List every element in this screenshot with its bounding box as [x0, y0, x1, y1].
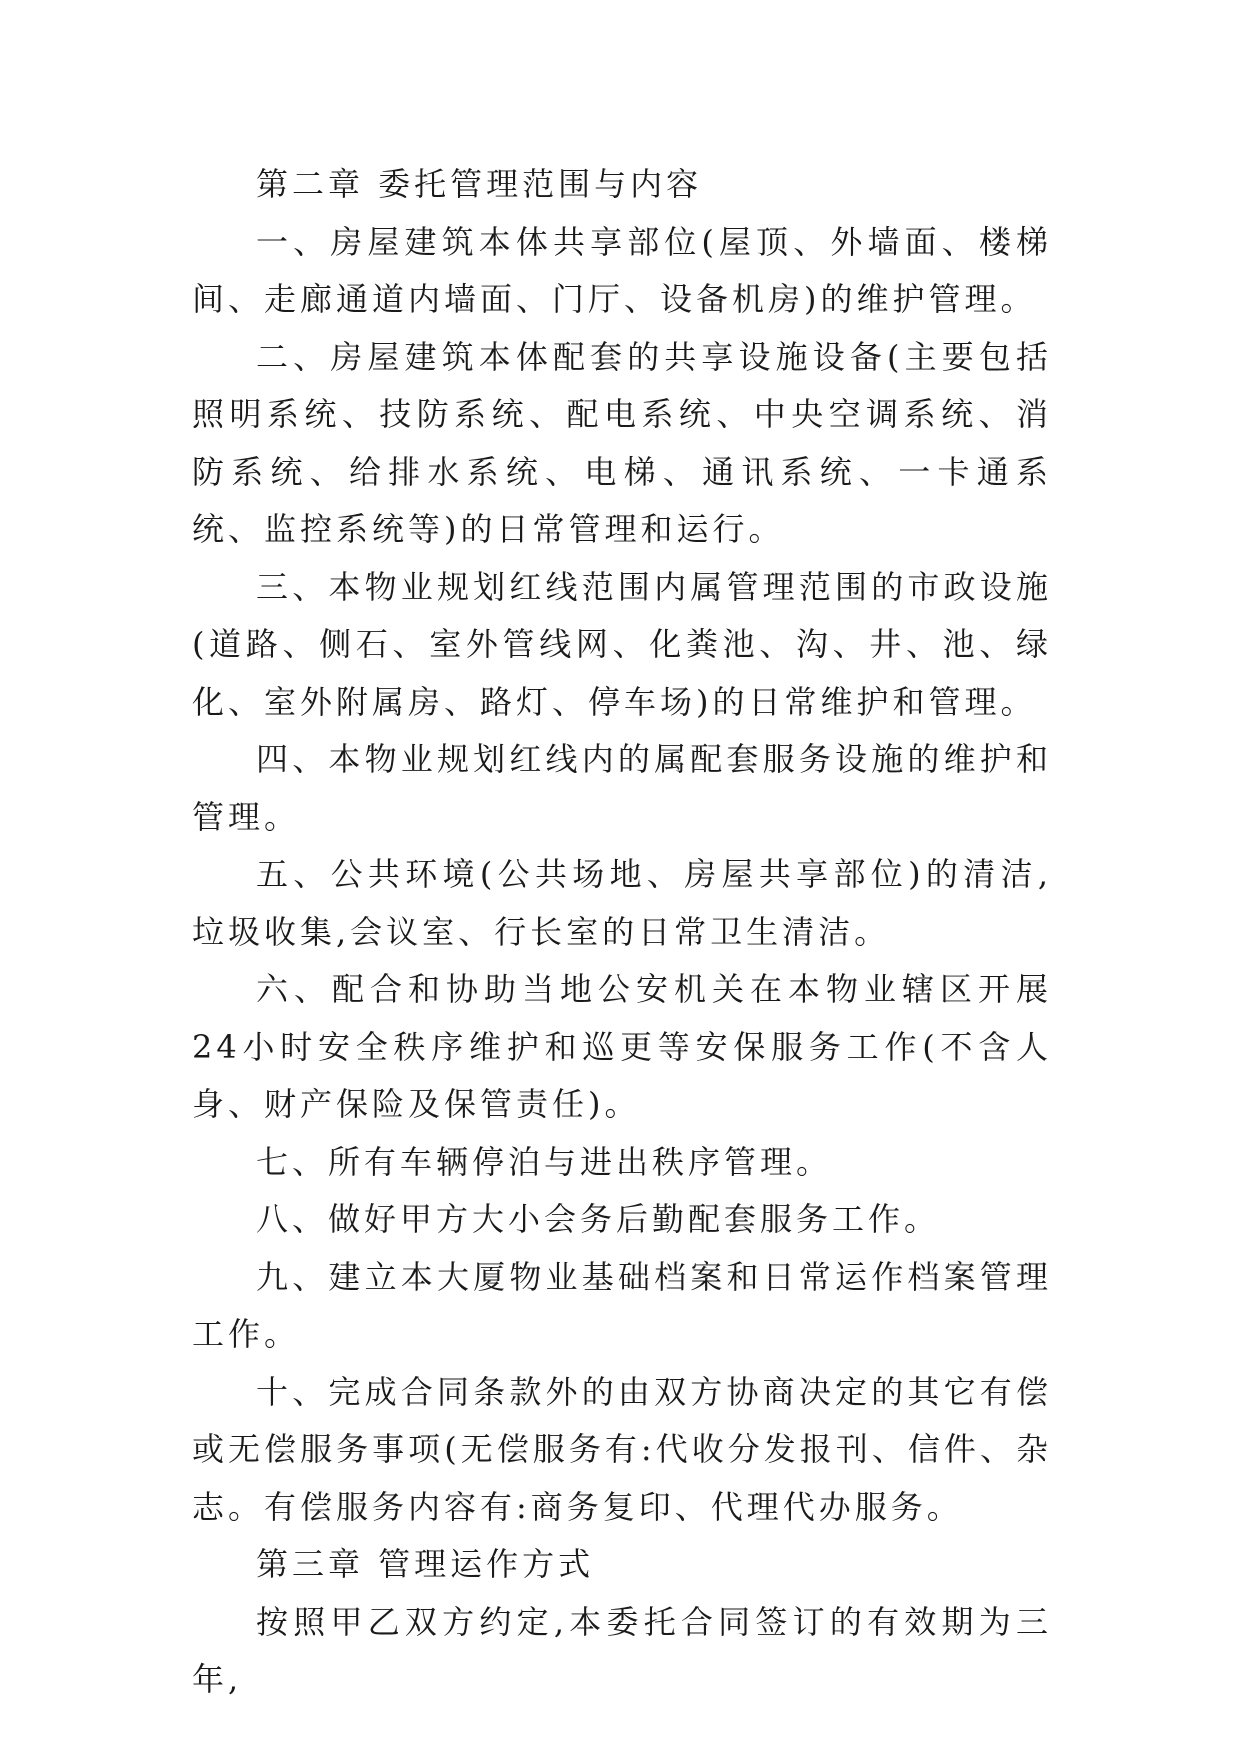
paragraph-9: 九、建立本大厦物业基础档案和日常运作档案管理工作。: [192, 1257, 1052, 1353]
paragraph-8: 八、做好甲方大小会务后勤配套服务工作。: [256, 1200, 941, 1238]
final-paragraph: 按照甲乙双方约定,本委托合同签订的有效期为三年,: [192, 1602, 1052, 1698]
paragraph-4: 四、本物业规划红线内的属配套服务设施的维护和管理。: [192, 740, 1052, 836]
paragraph-10: 十、完成合同条款外的由双方协商决定的其它有偿或无偿服务事项(无偿服务有:代收分发报刊、信件、杂志。有偿服务内容有:商务复印、代理代办服务。: [192, 1372, 1052, 1526]
chapter-3-heading: 第三章 管理运作方式: [256, 1545, 595, 1583]
paragraph-2: 二、房屋建筑本体配套的共享设施设备(主要包括照明系统、技防系统、配电系统、中央空调系统、消防系统、给排水系统、电梯、通讯系统、一卡通系统、监控系统等)的日常管理和运行。: [192, 337, 1052, 548]
paragraph-7: 七、所有车辆停泊与进出秩序管理。: [256, 1142, 833, 1181]
paragraph-1: 一、房屋建筑本体共享部位(屋顶、外墙面、楼梯间、走廊通道内墙面、门厅、设备机房)的维护管理。: [192, 222, 1052, 318]
paragraph-3: 三、本物业规划红线范围内属管理范围的市政设施(道路、侧石、室外管线网、化粪池、沟、井、池、绿化、室外附属房、路灯、停车场)的日常维护和管理。: [192, 567, 1052, 721]
paragraph-6: 六、配合和协助当地公安机关在本物业辖区开展24小时安全秩序维护和巡更等安保服务工作(不含人身、财产保险及保管责任)。: [192, 970, 1052, 1123]
paragraph-5: 五、公共环境(公共场地、房屋共享部位)的清洁,垃圾收集,会议室、行长室的日常卫生清洁。: [192, 855, 1052, 951]
document-body: [192, 156, 1052, 1709]
chapter-2-heading: 第二章 委托管理范围与内容: [256, 165, 703, 203]
